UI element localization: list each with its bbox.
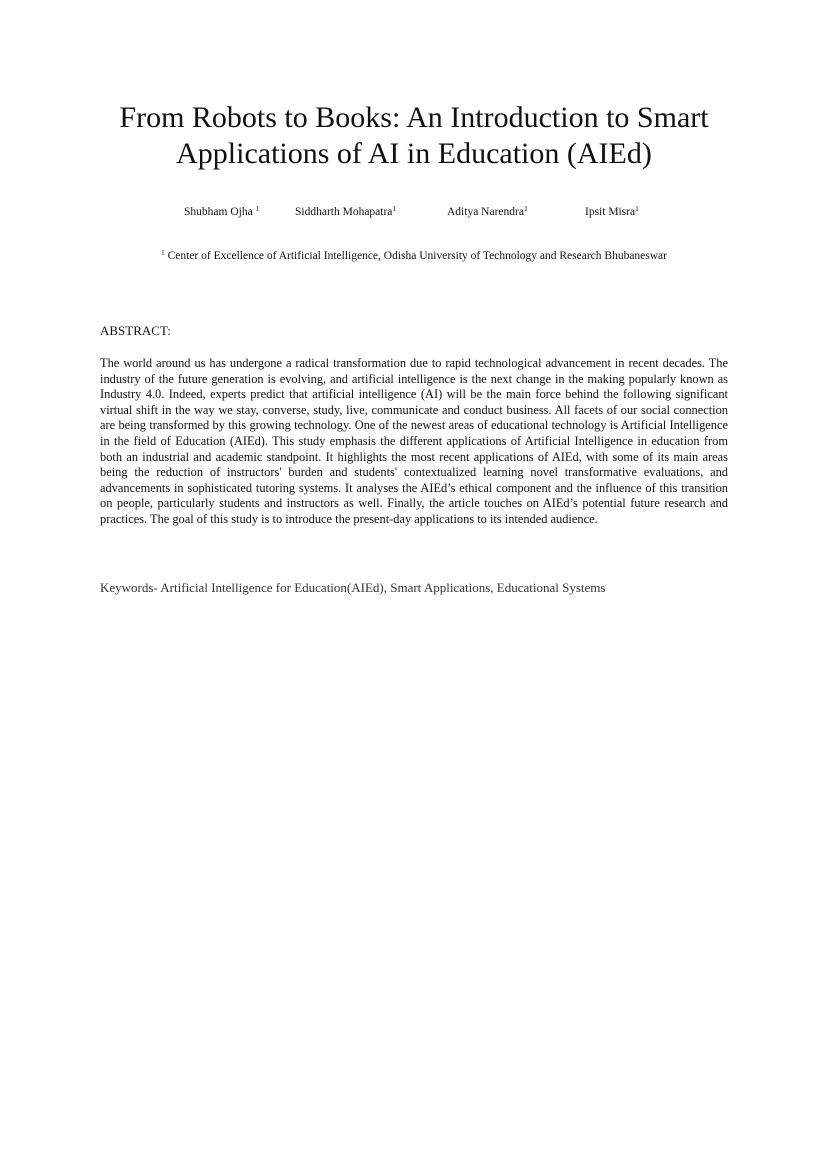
author-1 <box>184 206 259 218</box>
author-name: Aditya Narendra <box>447 206 524 218</box>
title-line-1: From Robots to Books: An Introduction to Smart <box>119 101 709 134</box>
abstract-heading: ABSTRACT: <box>100 323 171 338</box>
author-name: Siddharth Mohapatra <box>295 206 393 218</box>
affiliation-mark: 1 <box>255 204 260 213</box>
author-2 <box>295 206 396 218</box>
affiliation-mark: 1 <box>160 248 165 257</box>
author-4 <box>585 206 639 218</box>
affiliation <box>0 250 828 262</box>
author-name: Ipsit Misra <box>585 206 636 218</box>
title-line-2: Applications of AI in Education (AIEd) <box>176 137 652 170</box>
affiliation-mark: 1 <box>392 204 397 213</box>
paper-title <box>60 100 768 172</box>
affiliation-mark: 1 <box>523 204 528 213</box>
author-name: Shubham Ojha <box>184 206 253 218</box>
affiliation-text: Center of Excellence of Artificial Intelligence, Odisha University of Technology and Research Bhubaneswar <box>167 250 667 262</box>
abstract-body: The world around us has undergone a radical transformation due to rapid technological advancement in recent decades. The industry of the future generation is evolving, and artificial intelligence is the next change in the making popularly known as Industry 4.0. Indeed, experts predict that artificial intelligence (AI) will be the main force behind the following significant virtual shift in the way we stay, converse, study, live, communicate and conduct business. All facets of our social connection are being transformed by this growing technology. One of the newest areas of educational technology is Artificial Intelligence in the field of Education (AIEd). This study emphasis the different applications of Artificial Intelligence in education from both an industrial and academic standpoint. It highlights the most recent applications of AIEd, with some of its main areas being the reduction of instructors' burden and students' contextualized learning novel transformative evaluations, and advancements in sophisticated tutoring systems. It analyses the AIEd’s ethical component and the influence of this transition on people, particularly students and instructors as well. Finally, the article touches on AIEd’s potential future research and practices. The goal of this study is to introduce the present-day applications to its intended audience. <box>100 356 728 526</box>
author-list <box>0 206 828 222</box>
keywords: Keywords- Artificial Intelligence for Education(AIEd), Smart Applications, Educational Systems <box>100 580 606 595</box>
author-3 <box>447 206 528 218</box>
affiliation-mark: 1 <box>635 204 639 213</box>
